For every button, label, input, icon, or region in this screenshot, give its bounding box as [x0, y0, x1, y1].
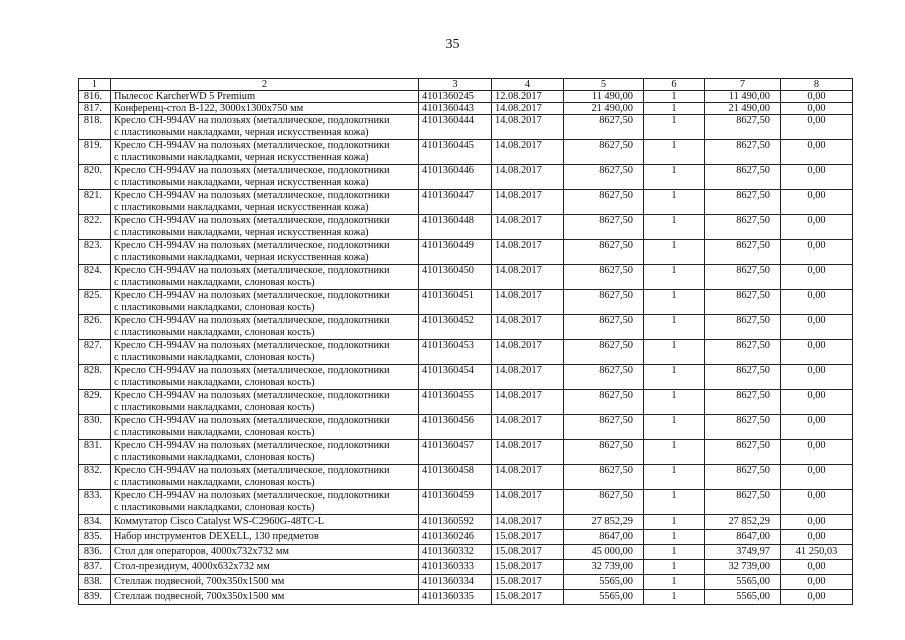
date-cell: 14.08.2017 [492, 265, 564, 290]
quantity-cell: 1 [644, 103, 705, 115]
column-8-cell: 0,00 [781, 290, 853, 315]
description-line: с пластиковыми накладками, черная искусственная кожа) [114, 202, 369, 213]
header-cell: 6 [644, 79, 705, 91]
row-number-cell: 825. [79, 290, 111, 315]
inventory-number-cell: 4101360446 [419, 165, 492, 190]
description-cell [111, 440, 419, 465]
quantity-cell: 1 [644, 530, 705, 545]
description-line: Кресло СН-994AV на полозьях (металлическое, подлокотники [114, 240, 390, 251]
quantity-cell: 1 [644, 365, 705, 390]
description-line: с пластиковыми накладками, черная искусственная кожа) [114, 177, 369, 188]
table-row [79, 530, 853, 545]
column-7-cell: 8627,50 [705, 465, 781, 490]
date-cell: 14.08.2017 [492, 365, 564, 390]
description-line: с пластиковыми накладками, слоновая кость) [114, 327, 315, 338]
inventory-number-cell: 4101360449 [419, 240, 492, 265]
inventory-number-cell: 4101360451 [419, 290, 492, 315]
cost-cell: 8627,50 [564, 115, 644, 140]
cost-cell: 8647,00 [564, 530, 644, 545]
description-line: Пылесос KarcherWD 5 Premium [114, 91, 256, 102]
description-line: Кресло СН-994AV на полозьях (металлическое, подлокотники [114, 415, 390, 426]
row-number-cell: 819. [79, 140, 111, 165]
row-number-cell: 832. [79, 465, 111, 490]
header-cell: 5 [564, 79, 644, 91]
description-line: Кресло СН-994AV на полозьях (металлическое, подлокотники [114, 290, 390, 301]
table-row [79, 415, 853, 440]
inventory-number-cell: 4101360245 [419, 91, 492, 103]
quantity-cell: 1 [644, 440, 705, 465]
table-row [79, 190, 853, 215]
column-8-cell: 0,00 [781, 165, 853, 190]
column-8-cell: 0,00 [781, 465, 853, 490]
description-line: Кресло СН-994AV на полозьях (металлическое, подлокотники [114, 215, 390, 226]
column-8-cell: 0,00 [781, 390, 853, 415]
table-row [79, 91, 853, 103]
date-cell: 14.08.2017 [492, 440, 564, 465]
quantity-cell: 1 [644, 91, 705, 103]
table-row [79, 165, 853, 190]
description-cell [111, 515, 419, 530]
column-7-cell: 8627,50 [705, 290, 781, 315]
quantity-cell: 1 [644, 415, 705, 440]
cost-cell: 5565,00 [564, 575, 644, 590]
description-cell [111, 465, 419, 490]
description-cell [111, 575, 419, 590]
column-7-cell: 8627,50 [705, 440, 781, 465]
date-cell: 14.08.2017 [492, 190, 564, 215]
description-line: Кресло СН-994AV на полозьях (металлическое, подлокотники [114, 265, 390, 276]
description-cell [111, 365, 419, 390]
description-cell [111, 240, 419, 265]
inventory-number-cell: 4101360448 [419, 215, 492, 240]
description-line: Стол-президиум, 4000х632х732 мм [114, 561, 270, 572]
description-line: с пластиковыми накладками, слоновая кость) [114, 427, 315, 438]
table-row [79, 465, 853, 490]
cost-cell: 27 852,29 [564, 515, 644, 530]
cost-cell: 8627,50 [564, 215, 644, 240]
row-number-cell: 838. [79, 575, 111, 590]
cost-cell: 21 490,00 [564, 103, 644, 115]
quantity-cell: 1 [644, 560, 705, 575]
column-7-cell: 8627,50 [705, 140, 781, 165]
description-line: Конференц-стол В-122, 3000х1300х750 мм [114, 103, 304, 114]
column-7-cell: 5565,00 [705, 575, 781, 590]
inventory-number-cell: 4101360443 [419, 103, 492, 115]
row-number-cell: 828. [79, 365, 111, 390]
row-number-cell: 820. [79, 165, 111, 190]
inventory-number-cell: 4101360447 [419, 190, 492, 215]
inventory-number-cell: 4101360453 [419, 340, 492, 365]
inventory-number-cell: 4101360444 [419, 115, 492, 140]
quantity-cell: 1 [644, 390, 705, 415]
header-cell: 1 [79, 79, 111, 91]
column-7-cell: 8627,50 [705, 190, 781, 215]
quantity-cell: 1 [644, 115, 705, 140]
date-cell: 14.08.2017 [492, 315, 564, 340]
date-cell: 14.08.2017 [492, 103, 564, 115]
row-number-cell: 824. [79, 265, 111, 290]
table-row [79, 575, 853, 590]
inventory-number-cell: 4101360592 [419, 515, 492, 530]
inventory-number-cell: 4101360332 [419, 545, 492, 560]
column-8-cell: 0,00 [781, 190, 853, 215]
row-number-cell: 830. [79, 415, 111, 440]
column-8-cell: 0,00 [781, 530, 853, 545]
column-7-cell: 8627,50 [705, 340, 781, 365]
description-cell [111, 140, 419, 165]
description-cell [111, 415, 419, 440]
description-cell [111, 215, 419, 240]
date-cell: 14.08.2017 [492, 140, 564, 165]
date-cell: 14.08.2017 [492, 290, 564, 315]
page-number: 35 [445, 37, 460, 52]
description-line: Кресло СН-994AV на полозьях (металлическое, подлокотники [114, 140, 390, 151]
cost-cell: 8627,50 [564, 415, 644, 440]
column-8-cell: 0,00 [781, 215, 853, 240]
column-7-cell: 8647,00 [705, 530, 781, 545]
description-cell [111, 560, 419, 575]
cost-cell: 8627,50 [564, 440, 644, 465]
header-cell: 3 [419, 79, 492, 91]
quantity-cell: 1 [644, 575, 705, 590]
table-row [79, 490, 853, 515]
description-cell [111, 115, 419, 140]
inventory-number-cell: 4101360455 [419, 390, 492, 415]
table-row [79, 103, 853, 115]
cost-cell: 8627,50 [564, 265, 644, 290]
cost-cell: 8627,50 [564, 315, 644, 340]
description-line: Кресло СН-994AV на полозьях (металлическое, подлокотники [114, 190, 390, 201]
quantity-cell: 1 [644, 545, 705, 560]
inventory-number-cell: 4101360456 [419, 415, 492, 440]
table-row [79, 390, 853, 415]
row-number-cell: 839. [79, 590, 111, 605]
column-8-cell: 0,00 [781, 590, 853, 605]
description-line: Кресло СН-994AV на полозьях (металлическое, подлокотники [114, 165, 390, 176]
description-cell [111, 103, 419, 115]
table-row [79, 240, 853, 265]
cost-cell: 8627,50 [564, 240, 644, 265]
date-cell: 14.08.2017 [492, 465, 564, 490]
cost-cell: 8627,50 [564, 340, 644, 365]
cost-cell: 8627,50 [564, 490, 644, 515]
column-7-cell: 8627,50 [705, 415, 781, 440]
description-line: Коммутатор Cisco Catalyst WS-C2960G-48TC-L [114, 516, 325, 527]
description-line: Стеллаж подвесной, 700х350х1500 мм [114, 591, 285, 602]
row-number-cell: 818. [79, 115, 111, 140]
quantity-cell: 1 [644, 340, 705, 365]
column-7-cell: 3749,97 [705, 545, 781, 560]
cost-cell: 8627,50 [564, 165, 644, 190]
date-cell: 15.08.2017 [492, 545, 564, 560]
description-line: с пластиковыми накладками, слоновая кость) [114, 277, 315, 288]
quantity-cell: 1 [644, 165, 705, 190]
cost-cell: 8627,50 [564, 290, 644, 315]
row-number-cell: 823. [79, 240, 111, 265]
column-8-cell: 0,00 [781, 415, 853, 440]
row-number-cell: 833. [79, 490, 111, 515]
cost-cell: 45 000,00 [564, 545, 644, 560]
date-cell: 14.08.2017 [492, 415, 564, 440]
description-cell [111, 315, 419, 340]
quantity-cell: 1 [644, 140, 705, 165]
table-row [79, 515, 853, 530]
column-7-cell: 5565,00 [705, 590, 781, 605]
description-cell [111, 390, 419, 415]
column-8-cell: 0,00 [781, 365, 853, 390]
column-7-cell: 8627,50 [705, 240, 781, 265]
inventory-number-cell: 4101360335 [419, 590, 492, 605]
description-line: Кресло СН-994AV на полозьях (металлическое, подлокотники [114, 315, 390, 326]
description-line: Кресло СН-994AV на полозьях (металлическое, подлокотники [114, 365, 390, 376]
inventory-number-cell: 4101360445 [419, 140, 492, 165]
date-cell: 15.08.2017 [492, 530, 564, 545]
cost-cell: 32 739,00 [564, 560, 644, 575]
description-line: с пластиковыми накладками, слоновая кость) [114, 402, 315, 413]
row-number-cell: 826. [79, 315, 111, 340]
date-cell: 15.08.2017 [492, 575, 564, 590]
asset-table [78, 78, 853, 605]
column-8-cell: 0,00 [781, 340, 853, 365]
quantity-cell: 1 [644, 490, 705, 515]
inventory-number-cell: 4101360450 [419, 265, 492, 290]
column-8-cell: 0,00 [781, 575, 853, 590]
description-cell [111, 590, 419, 605]
inventory-number-cell: 4101360454 [419, 365, 492, 390]
description-line: Набор инструментов DEXELL, 130 предметов [114, 531, 319, 542]
column-8-cell: 0,00 [781, 560, 853, 575]
table-row [79, 590, 853, 605]
table-row [79, 340, 853, 365]
table-row [79, 265, 853, 290]
column-8-cell: 0,00 [781, 103, 853, 115]
description-line: с пластиковыми накладками, черная искусственная кожа) [114, 227, 369, 238]
inventory-number-cell: 4101360457 [419, 440, 492, 465]
description-line: Кресло СН-994AV на полозьях (металлическое, подлокотники [114, 490, 390, 501]
row-number-cell: 829. [79, 390, 111, 415]
column-7-cell: 11 490,00 [705, 91, 781, 103]
description-line: с пластиковыми накладками, слоновая кость) [114, 377, 315, 388]
description-line: Кресло СН-994AV на полозьях (металлическое, подлокотники [114, 440, 390, 451]
column-7-cell: 8627,50 [705, 165, 781, 190]
description-cell [111, 190, 419, 215]
date-cell: 14.08.2017 [492, 165, 564, 190]
date-cell: 14.08.2017 [492, 340, 564, 365]
inventory-number-cell: 4101360459 [419, 490, 492, 515]
quantity-cell: 1 [644, 465, 705, 490]
row-number-cell: 816. [79, 91, 111, 103]
row-number-cell: 817. [79, 103, 111, 115]
table-row [79, 290, 853, 315]
column-8-cell: 0,00 [781, 515, 853, 530]
table-row [79, 315, 853, 340]
description-line: с пластиковыми накладками, слоновая кость) [114, 452, 315, 463]
table-row [79, 560, 853, 575]
row-number-cell: 837. [79, 560, 111, 575]
description-line: с пластиковыми накладками, черная искусственная кожа) [114, 152, 369, 163]
row-number-cell: 834. [79, 515, 111, 530]
row-number-cell: 831. [79, 440, 111, 465]
table-row [79, 215, 853, 240]
column-8-cell: 0,00 [781, 115, 853, 140]
description-line: Кресло СН-994AV на полозьях (металлическое, подлокотники [114, 340, 390, 351]
inventory-number-cell: 4101360458 [419, 465, 492, 490]
description-cell [111, 490, 419, 515]
table-row [79, 365, 853, 390]
header-cell: 2 [111, 79, 419, 91]
quantity-cell: 1 [644, 290, 705, 315]
description-line: Кресло СН-994AV на полозьях (металлическое, подлокотники [114, 390, 390, 401]
inventory-number-cell: 4101360246 [419, 530, 492, 545]
description-line: Стол для операторов, 4000х732х732 мм [114, 546, 289, 557]
quantity-cell: 1 [644, 590, 705, 605]
column-7-cell: 27 852,29 [705, 515, 781, 530]
quantity-cell: 1 [644, 215, 705, 240]
table-row [79, 140, 853, 165]
description-cell [111, 530, 419, 545]
cost-cell: 11 490,00 [564, 91, 644, 103]
header-cell: 4 [492, 79, 564, 91]
quantity-cell: 1 [644, 515, 705, 530]
table-header-row [79, 79, 853, 91]
cost-cell: 8627,50 [564, 190, 644, 215]
description-line: с пластиковыми накладками, черная искусственная кожа) [114, 127, 369, 138]
date-cell: 14.08.2017 [492, 515, 564, 530]
description-line: Кресло СН-994AV на полозьях (металлическое, подлокотники [114, 465, 390, 476]
table-row [79, 440, 853, 465]
date-cell: 15.08.2017 [492, 590, 564, 605]
date-cell: 15.08.2017 [492, 560, 564, 575]
column-7-cell: 8627,50 [705, 265, 781, 290]
column-8-cell: 0,00 [781, 240, 853, 265]
description-cell [111, 91, 419, 103]
table-row [79, 545, 853, 560]
cost-cell: 8627,50 [564, 140, 644, 165]
header-cell: 7 [705, 79, 781, 91]
date-cell: 14.08.2017 [492, 215, 564, 240]
date-cell: 14.08.2017 [492, 240, 564, 265]
column-7-cell: 8627,50 [705, 315, 781, 340]
description-cell [111, 265, 419, 290]
date-cell: 14.08.2017 [492, 390, 564, 415]
column-8-cell: 0,00 [781, 440, 853, 465]
header-cell: 8 [781, 79, 853, 91]
column-7-cell: 8627,50 [705, 215, 781, 240]
row-number-cell: 822. [79, 215, 111, 240]
row-number-cell: 835. [79, 530, 111, 545]
description-line: с пластиковыми накладками, слоновая кость) [114, 352, 315, 363]
row-number-cell: 836. [79, 545, 111, 560]
column-8-cell: 41 250,03 [781, 545, 853, 560]
description-line: с пластиковыми накладками, черная искусственная кожа) [114, 252, 369, 263]
cost-cell: 8627,50 [564, 390, 644, 415]
column-8-cell: 0,00 [781, 91, 853, 103]
date-cell: 14.08.2017 [492, 490, 564, 515]
inventory-number-cell: 4101360334 [419, 575, 492, 590]
quantity-cell: 1 [644, 190, 705, 215]
column-7-cell: 8627,50 [705, 365, 781, 390]
column-7-cell: 8627,50 [705, 390, 781, 415]
column-8-cell: 0,00 [781, 140, 853, 165]
description-cell [111, 290, 419, 315]
description-cell [111, 545, 419, 560]
date-cell: 14.08.2017 [492, 115, 564, 140]
column-7-cell: 32 739,00 [705, 560, 781, 575]
description-line: Стеллаж подвесной, 700х350х1500 мм [114, 576, 285, 587]
inventory-number-cell: 4101360333 [419, 560, 492, 575]
row-number-cell: 827. [79, 340, 111, 365]
description-cell [111, 340, 419, 365]
column-8-cell: 0,00 [781, 315, 853, 340]
quantity-cell: 1 [644, 265, 705, 290]
description-cell [111, 165, 419, 190]
date-cell: 12.08.2017 [492, 91, 564, 103]
description-line: Кресло СН-994AV на полозьях (металлическое, подлокотники [114, 115, 390, 126]
cost-cell: 8627,50 [564, 465, 644, 490]
cost-cell: 5565,00 [564, 590, 644, 605]
description-line: с пластиковыми накладками, слоновая кость) [114, 302, 315, 313]
cost-cell: 8627,50 [564, 365, 644, 390]
column-7-cell: 8627,50 [705, 490, 781, 515]
description-line: с пластиковыми накладками, слоновая кость) [114, 502, 315, 513]
quantity-cell: 1 [644, 240, 705, 265]
column-7-cell: 8627,50 [705, 115, 781, 140]
column-7-cell: 21 490,00 [705, 103, 781, 115]
column-8-cell: 0,00 [781, 265, 853, 290]
inventory-number-cell: 4101360452 [419, 315, 492, 340]
column-8-cell: 0,00 [781, 490, 853, 515]
table-row [79, 115, 853, 140]
row-number-cell: 821. [79, 190, 111, 215]
description-line: с пластиковыми накладками, слоновая кость) [114, 477, 315, 488]
quantity-cell: 1 [644, 315, 705, 340]
